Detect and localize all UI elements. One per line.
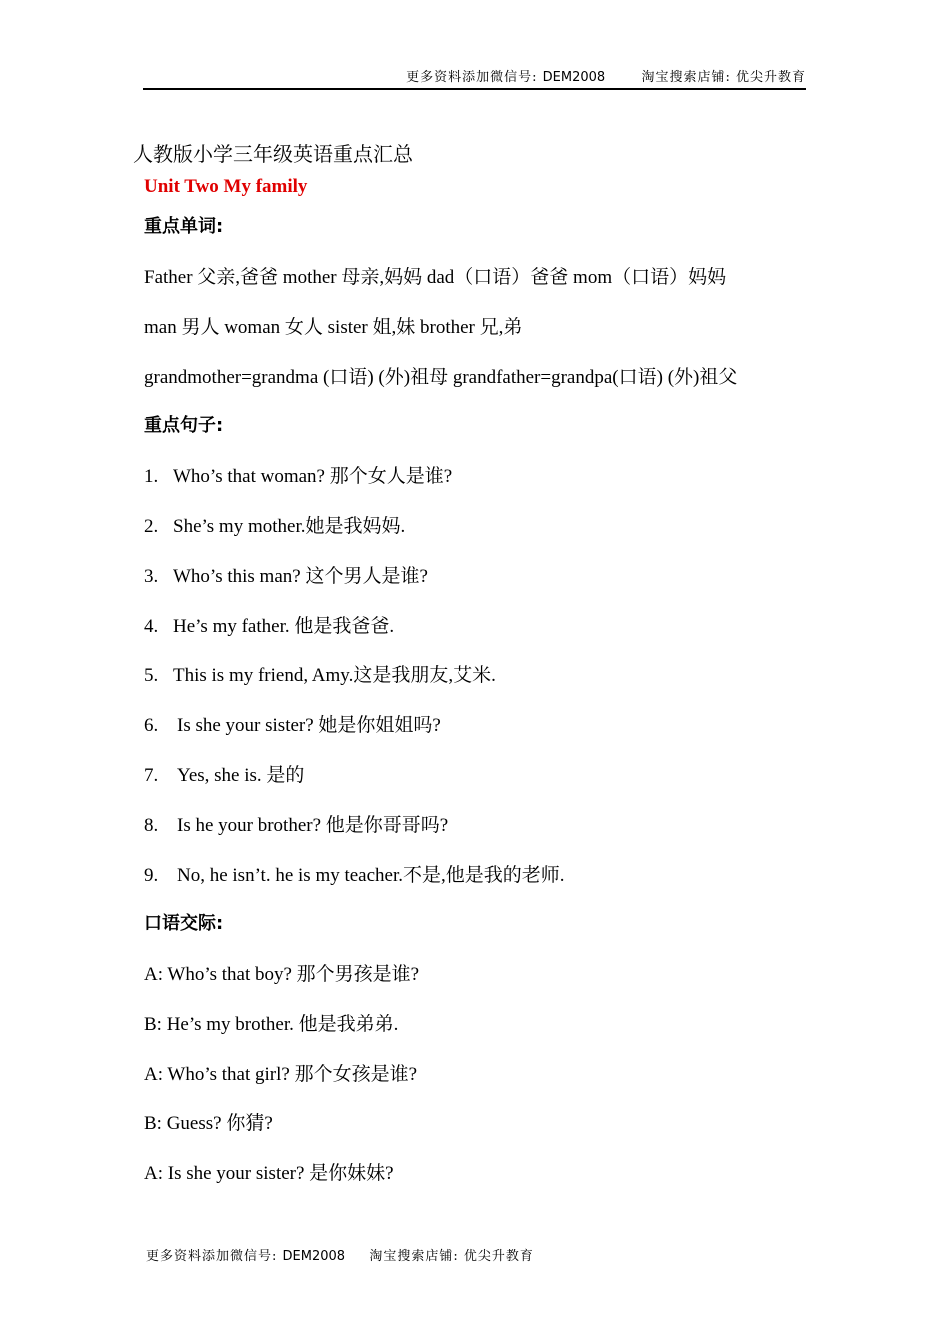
sentence-number: 3. bbox=[144, 566, 159, 587]
sentence-number: 4. bbox=[144, 616, 159, 637]
sentence-number: 7. bbox=[144, 765, 159, 786]
sentence-item bbox=[144, 611, 394, 638]
sentence-item bbox=[144, 461, 452, 488]
sentence-text: Who’s that woman? 那个女人是谁? bbox=[173, 466, 453, 487]
sentence-text: Who’s this man? 这个男人是谁? bbox=[173, 566, 428, 587]
sentences-heading: 重点句子: bbox=[144, 415, 224, 436]
sentence-number: 8. bbox=[144, 815, 159, 836]
sentence-item bbox=[144, 860, 565, 887]
sentence-item bbox=[144, 511, 405, 538]
page-footer bbox=[146, 1245, 534, 1264]
vocab-line: man 男人 woman 女人 sister 姐,妹 brother 兄,弟 bbox=[144, 317, 523, 338]
vocab-heading: 重点单词: bbox=[144, 216, 224, 237]
vocab-line: Father 父亲,爸爸 mother 母亲,妈妈 dad（口语）爸爸 mom（口语）妈妈 bbox=[144, 267, 727, 288]
dialogue-line: B: Guess? 你猜? bbox=[144, 1113, 273, 1134]
sentence-number: 9. bbox=[144, 865, 159, 886]
header-shop-label: 淘宝搜索店铺: 优尖升教育 bbox=[641, 70, 806, 85]
sentence-number: 5. bbox=[144, 665, 159, 686]
vocab-line: grandmother=grandma (口语) (外)祖母 grandfather=grandpa(口语) (外)祖父 bbox=[144, 367, 738, 388]
page-header bbox=[143, 66, 806, 90]
dialogue-heading: 口语交际: bbox=[144, 913, 224, 934]
sentence-text: No, he isn’t. he is my teacher.不是,他是我的老师. bbox=[177, 865, 565, 886]
footer-shop-label: 淘宝搜索店铺: 优尖升教育 bbox=[369, 1249, 534, 1264]
document-title: 人教版小学三年级英语重点汇总 bbox=[133, 142, 413, 166]
sentence-item bbox=[144, 760, 304, 787]
sentence-item bbox=[144, 660, 496, 687]
sentence-text: Is she your sister? 她是你姐姐吗? bbox=[177, 715, 441, 736]
sentence-text: She’s my mother.她是我妈妈. bbox=[173, 516, 406, 537]
dialogue-line: A: Is she your sister? 是你妹妹? bbox=[144, 1163, 394, 1184]
sentence-item bbox=[144, 561, 428, 588]
sentence-item bbox=[144, 710, 441, 737]
sentence-number: 6. bbox=[144, 715, 159, 736]
sentence-text: Is he your brother? 他是你哥哥吗? bbox=[177, 815, 449, 836]
footer-wechat-id: DEM2008 bbox=[282, 1249, 346, 1264]
header-wechat-label: 更多资料添加微信号: bbox=[406, 70, 538, 85]
sentence-text: Yes, she is. 是的 bbox=[177, 765, 305, 786]
footer-wechat-label: 更多资料添加微信号: bbox=[146, 1249, 278, 1264]
dialogue-line: A: Who’s that girl? 那个女孩是谁? bbox=[144, 1064, 418, 1085]
unit-title: Unit Two My family bbox=[144, 176, 308, 197]
sentence-text: This is my friend, Amy.这是我朋友,艾米. bbox=[173, 665, 496, 686]
header-wechat-id: DEM2008 bbox=[542, 70, 606, 85]
dialogue-line: B: He’s my brother. 他是我弟弟. bbox=[144, 1014, 399, 1035]
sentence-number: 1. bbox=[144, 466, 159, 487]
sentence-number: 2. bbox=[144, 516, 159, 537]
sentence-item bbox=[144, 810, 448, 837]
dialogue-line: A: Who’s that boy? 那个男孩是谁? bbox=[144, 964, 420, 985]
sentence-text: He’s my father. 他是我爸爸. bbox=[173, 616, 395, 637]
